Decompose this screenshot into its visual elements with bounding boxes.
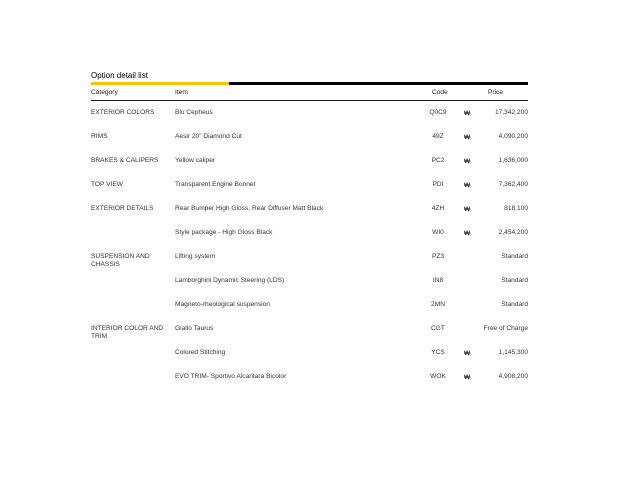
row-code: CGT [431,325,445,332]
header-code: Code [432,89,448,96]
row-price: 818,100 [504,205,528,212]
row-item: Aesir 20" Diamond Cut [175,133,242,140]
currency-symbol: ₩ [464,350,471,357]
table-row [91,125,528,149]
row-code: WI0 [432,229,444,236]
row-item: Magneto-rheological suspension [175,301,270,308]
row-price: 17,342,200 [494,109,528,116]
table-row [91,197,528,221]
table-row [91,341,528,365]
currency-symbol: ₩ [464,206,471,213]
row-price: 7,362,400 [498,181,528,188]
row-item: Rear Bumper High Gloss, Rear Diffuser Matt Black [175,205,324,212]
table-row [91,269,528,293]
row-category: RIMS [91,133,108,140]
row-item: Colored Stitching [175,349,226,356]
row-item: Blu Cepheus [175,109,213,116]
table-row [91,317,528,341]
row-price: 2,454,200 [498,229,528,236]
row-item: Lifting system [175,253,216,260]
row-code: IN8 [432,277,444,284]
row-item: Style package - High Gloss Black [175,229,273,236]
row-code: Q0C9 [429,109,447,116]
row-code: PZ3 [431,253,445,260]
row-category: EXTERIOR DETAILS [91,205,154,212]
row-price: Standard [501,253,528,260]
row-item: Giallo Taurus [175,325,214,332]
header-category: Category [91,89,118,96]
row-category: TOP VIEW [91,181,123,188]
row-price: Standard [501,277,528,284]
row-item: Yellow caliper [175,157,216,164]
row-code: PDI [432,181,444,188]
table-row [91,149,528,173]
currency-symbol: ₩ [464,134,471,141]
row-code: 49Z [432,133,444,140]
table-row [91,173,528,197]
table-row [91,245,528,269]
row-category: BRAKES & CALIPERS [91,157,159,164]
option-table-body [91,101,528,389]
row-price: 4,908,200 [498,373,528,380]
row-code: YCS [431,349,445,356]
row-code: PC2 [431,157,445,164]
row-category: EXTERIOR COLORS [91,109,155,116]
section-title: Option detail list [91,71,148,80]
row-price: 1,145,300 [498,349,528,356]
table-row [91,101,528,125]
row-price: 1,636,000 [498,157,528,164]
currency-symbol: ₩ [464,230,471,237]
row-item: Lamborghini Dynamic Steering (LDS) [175,277,285,284]
header-item: Item [175,89,188,96]
row-category: SUSPENSION AND CHASSIS [91,253,150,268]
currency-symbol: ₩ [464,182,471,189]
row-price: 4,090,200 [498,133,528,140]
row-item: Transparent Engine Bonnet [175,181,256,188]
option-detail-section [91,71,528,389]
row-code: 2MN [431,301,445,308]
row-code: 4ZH [431,205,445,212]
table-row [91,365,528,389]
table-row [91,221,528,245]
row-price: Standard [501,301,528,308]
header-price: Price [488,89,504,96]
row-price: Free of Charge [483,325,528,332]
row-category: INTERIOR COLOR AND TRIM [91,325,164,340]
table-header [91,85,528,101]
row-item: EVO TRIM- Sportivo Alcantara Bicolor [175,373,287,380]
currency-symbol: ₩ [464,158,471,165]
currency-symbol: ₩ [464,110,471,117]
table-row [91,293,528,317]
row-code: WOK [430,373,446,380]
currency-symbol: ₩ [464,374,471,381]
